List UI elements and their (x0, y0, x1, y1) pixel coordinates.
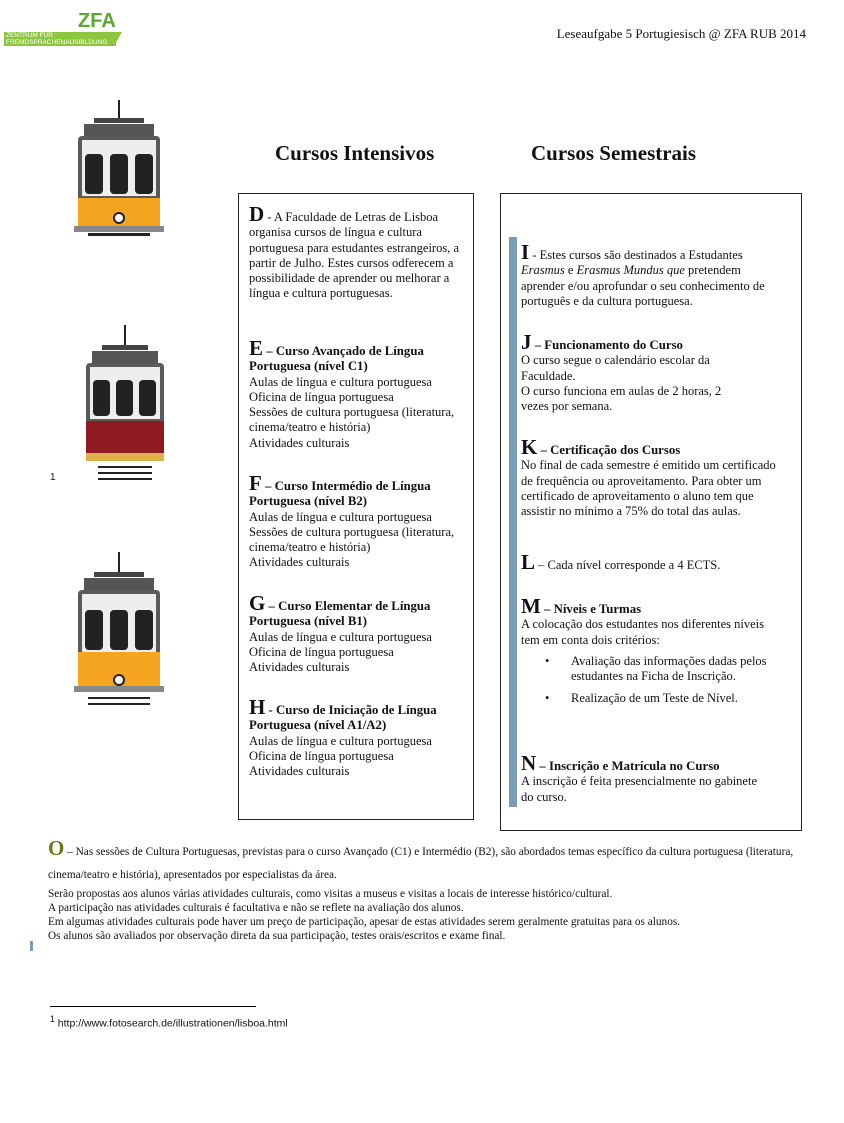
entry-j: J – Funcionamento do Curso O curso segue o calendário escolar da Faculdade. O curso funciona em aulas de 2 horas, 2 vezes por semana. (521, 330, 722, 414)
list-item: • Realização de um Teste de Nível. (571, 691, 783, 706)
footnote-rule (50, 1006, 256, 1007)
entry-g: G – Curso Elementar de Língua Portuguesa (nível B1) Aulas de língua e cultura portuguesa Oficina de língua portuguesa Atividades culturais (249, 591, 432, 675)
entry-f: F – Curso Intermédio de Língua Portuguesa (nível B2) Aulas de língua e cultura portuguesa Sessões de cultura portuguesa (literatura, cinema/teatro e história) Atividades culturais (249, 471, 455, 570)
list-item: • Avaliação das informações dadas pelos estudantes na Ficha de Inscrição. (571, 654, 783, 685)
semester-courses-box (500, 193, 802, 831)
entry-i: I - Estes cursos são destinados a Estudantes Erasmus e Erasmus Mundus que pretendem aprender e/ou aprofundar o seu conhecimento de português e da cultura portuguesa. (521, 240, 765, 308)
title-cursos-intensivos: Cursos Intensivos (275, 141, 435, 165)
entry-d: D - A Faculdade de Letras de Lisboa organisa cursos de língua e cultura portuguesa para estudantes estrangeiros, a partir de Julho. Estes cursos odferecem a possibilidade de aprender ou melhorar a língua e cultura portuguesas. (249, 202, 459, 301)
entry-k: K – Certificação dos Cursos No final de cada semestre é emitido um certificado de frequência ou aproveitamento. Para obter um certificado de aproveitamento o aluno tem que assistir no mínimo a 75% do total das aulas. (521, 435, 776, 519)
entry-n: N – Inscrição e Matrícula no Curso A inscrição é feita presencialmente no gabinete do curso. (521, 751, 758, 804)
footer-letter: O (48, 836, 65, 860)
footnote-link[interactable]: http://www.fotosearch.de/illustrationen/lisboa.html (57, 1017, 288, 1030)
title-cursos-semestrais: Cursos Semestrais (531, 141, 697, 165)
entry-e: E – Curso Avançado de Língua Portuguesa (nível C1) Aulas de língua e cultura portuguesa Oficina de língua portuguesa Sessões de cultura portuguesa (literatura, cinema/teatro e história) Atividades culturais (249, 336, 455, 450)
tram-yellow-illustration (72, 100, 166, 238)
intensive-courses-box (238, 193, 474, 820)
footnote-marker: 1 (50, 472, 56, 483)
zfa-logo (2, 8, 124, 50)
entry-m: M – Níveis e Turmas A colocação dos estudantes nos diferentes níveis tem em conta dois critérios: • Avaliação das informações dadas pelos estudantes na Ficha de Inscrição. • Realização de um Teste de Nível. (521, 596, 783, 714)
footnote: $^1$ http://www.fotosearch.de/illustrationen/lisboa.html (50, 1014, 288, 1030)
entry-h: H - Curso de Iniciação de Língua Portuguesa (nível A1/A2) Aulas de língua e cultura portuguesa Oficina de língua portuguesa Atividades culturais (249, 695, 437, 779)
criteria-list (521, 654, 783, 707)
footer-lead: – Nas sessões de Cultura Portuguesas, previstas para o curso Avançado (C1) e Intermédio (B2), são abordados temas específico da cultura portuguesa (literatura, cinema/teatro e história), apresentados por especialistas da área. (48, 846, 794, 881)
tram-red-illustration (82, 325, 168, 485)
accent-bar (509, 237, 517, 807)
tram-yellow-illustration-2 (72, 552, 166, 712)
logo-subtitle: ZENTRUM FÜR FREMDSPRACHENAUSBILDUNG (6, 32, 108, 46)
footer-paragraph: O – Nas sessões de Cultura Portuguesas, previstas para o curso Avançado (C1) e Intermédio (B2), são abordados temas específico da cultura portuguesa (literatura, cinema/teatro e história), apresentados por especialistas da área. Serão propostas aos alunos várias atividades culturais, como visitas a museus e visitas a locais de interesse histórico/cultural. A participação nas atividades culturais é facultativa e não se reflete na avaliação dos alunos. Em algumas atividades culturais pode haver um preço de participação, apesar de estas atividades serem geralmente gratuitas para os alunos. Os alunos são avaliados por observação direta da sua participação, testes orais/escritos e exame final. (48, 836, 794, 942)
logo-name: ZFA (78, 10, 116, 32)
entry-l: L – Cada nível corresponde a 4 ECTS. (521, 550, 721, 574)
page-header: Leseaufgabe 5 Portugiesisch @ ZFA RUB 2014 (556, 26, 806, 41)
margin-marker (30, 941, 33, 951)
